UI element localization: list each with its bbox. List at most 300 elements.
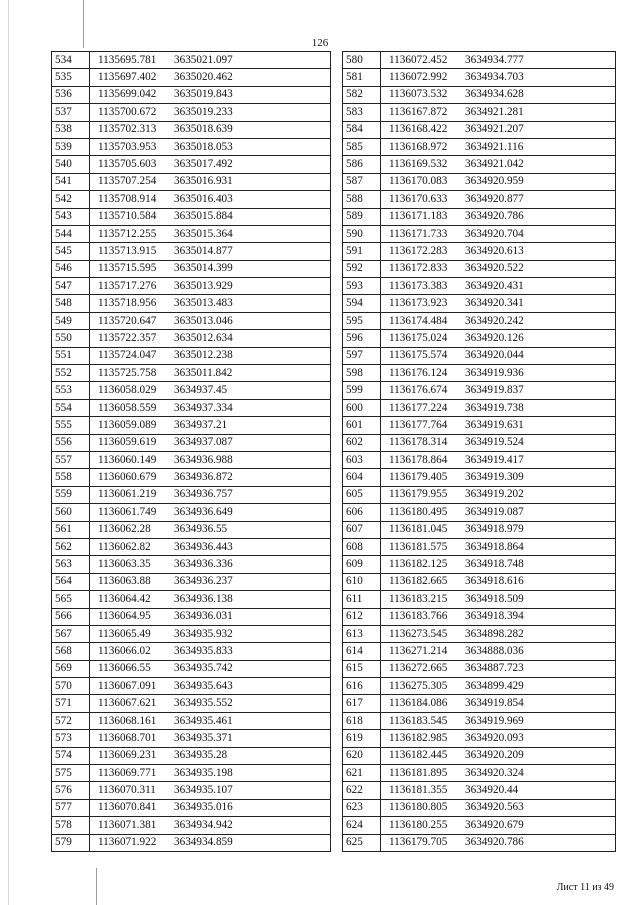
y-coordinate: 3635013.483	[174, 297, 233, 310]
table-row	[52, 104, 331, 121]
point-number-cell: 572	[52, 712, 90, 729]
table-row	[343, 504, 616, 521]
point-number-cell: 555	[52, 417, 90, 434]
point-number-cell: 542	[52, 191, 90, 208]
table-row	[52, 156, 331, 173]
x-coordinate: 1136062.82	[98, 540, 151, 553]
binding-margin-line-bottom	[96, 868, 97, 905]
table-row	[52, 730, 331, 747]
table-row	[343, 156, 616, 173]
x-coordinate: 1136072.452	[389, 53, 448, 66]
x-coordinate: 1136184.086	[389, 697, 448, 710]
point-number-cell: 534	[52, 52, 90, 69]
y-coordinate: 3635013.046	[174, 314, 233, 327]
point-number-cell: 624	[343, 817, 381, 834]
x-coordinate: 1136064.42	[98, 592, 151, 605]
point-number-cell: 618	[343, 712, 381, 729]
x-coordinate: 1136273.545	[389, 627, 448, 640]
y-coordinate: 3634919.936	[465, 366, 524, 379]
x-coordinate: 1135708.914	[98, 192, 157, 205]
coordinates-cell	[90, 591, 331, 608]
coordinates-cell	[90, 382, 331, 399]
table-row	[343, 138, 616, 155]
y-coordinate: 3634919.309	[465, 471, 524, 484]
coordinates-cell	[381, 504, 616, 521]
coordinates-cell	[90, 695, 331, 712]
coordinates-cell	[381, 591, 616, 608]
table-row	[343, 278, 616, 295]
table-row	[343, 399, 616, 416]
point-number-cell: 580	[343, 52, 381, 69]
coordinates-cell	[90, 521, 331, 538]
coordinates-cell	[381, 451, 616, 468]
y-coordinate: 3634934.628	[465, 88, 524, 101]
y-coordinate: 3635020.462	[174, 71, 233, 84]
point-number-cell: 606	[343, 504, 381, 521]
point-number-cell: 560	[52, 504, 90, 521]
point-number-cell: 578	[52, 817, 90, 834]
table-row	[52, 365, 331, 382]
point-number-cell: 576	[52, 782, 90, 799]
table-row	[52, 799, 331, 816]
coordinates-cell	[381, 260, 616, 277]
coordinates-cell	[381, 156, 616, 173]
y-coordinate: 3634935.371	[174, 731, 233, 744]
y-coordinate: 3634936.336	[174, 558, 233, 571]
coordinates-cell	[90, 765, 331, 782]
point-number-cell: 614	[343, 643, 381, 660]
x-coordinate: 1135710.584	[98, 210, 157, 223]
point-number-cell: 547	[52, 278, 90, 295]
coordinates-cell	[381, 469, 616, 486]
table-row	[343, 312, 616, 329]
x-coordinate: 1136060.149	[98, 453, 157, 466]
point-number-cell: 609	[343, 556, 381, 573]
y-coordinate: 3635011.842	[174, 366, 233, 379]
x-coordinate: 1136058.559	[98, 401, 157, 414]
table-row	[343, 347, 616, 364]
point-number-cell: 556	[52, 434, 90, 451]
x-coordinate: 1135725.758	[98, 366, 157, 379]
point-number-cell: 543	[52, 208, 90, 225]
y-coordinate: 3634919.969	[465, 714, 524, 727]
x-coordinate: 1136168.972	[389, 140, 448, 153]
y-coordinate: 3634920.093	[465, 731, 524, 744]
coordinates-cell	[90, 643, 331, 660]
coordinates-cell	[90, 225, 331, 242]
coordinates-cell	[90, 817, 331, 834]
point-number-cell: 590	[343, 225, 381, 242]
y-coordinate: 3635014.399	[174, 262, 233, 275]
coordinates-cell	[90, 347, 331, 364]
y-coordinate: 3634936.988	[174, 453, 233, 466]
y-coordinate: 3634936.872	[174, 471, 233, 484]
y-coordinate: 3634920.431	[465, 279, 524, 292]
point-number-cell: 554	[52, 399, 90, 416]
coordinates-cell	[90, 138, 331, 155]
coordinates-cell	[381, 86, 616, 103]
x-coordinate: 1136169.532	[389, 158, 448, 171]
point-number-cell: 577	[52, 799, 90, 816]
point-number-cell: 552	[52, 365, 90, 382]
x-coordinate: 1136069.231	[98, 749, 157, 762]
coordinates-cell	[90, 608, 331, 625]
y-coordinate: 3634918.394	[465, 610, 524, 623]
y-coordinate: 3634920.324	[465, 766, 524, 779]
x-coordinate: 1135717.276	[98, 279, 157, 292]
table-row	[52, 330, 331, 347]
table-row	[52, 86, 331, 103]
y-coordinate: 3634919.738	[465, 401, 524, 414]
x-coordinate: 1136272.665	[389, 662, 448, 675]
coordinates-cell	[381, 834, 616, 851]
table-row	[343, 121, 616, 138]
point-number-cell: 583	[343, 104, 381, 121]
table-row	[343, 799, 616, 816]
coordinates-cell	[90, 173, 331, 190]
coordinates-cell	[90, 69, 331, 86]
coordinates-cell	[381, 730, 616, 747]
x-coordinate: 1136073.532	[389, 88, 448, 101]
table-row	[52, 173, 331, 190]
coordinates-cell	[90, 121, 331, 138]
x-coordinate: 1136066.55	[98, 662, 151, 675]
point-number-cell: 607	[343, 521, 381, 538]
point-number-cell: 536	[52, 86, 90, 103]
table-row	[52, 138, 331, 155]
coordinates-cell	[381, 399, 616, 416]
point-number-cell: 541	[52, 173, 90, 190]
x-coordinate: 1136171.183	[389, 210, 448, 223]
x-coordinate: 1136180.255	[389, 818, 448, 831]
y-coordinate: 3634935.016	[174, 801, 233, 814]
table-row	[52, 52, 331, 69]
y-coordinate: 3634920.341	[465, 297, 524, 310]
point-number-cell: 569	[52, 660, 90, 677]
table-row	[52, 521, 331, 538]
table-row	[343, 591, 616, 608]
table-row	[52, 225, 331, 242]
left-edge-line	[8, 0, 9, 905]
point-number-cell: 584	[343, 121, 381, 138]
point-number-cell: 620	[343, 747, 381, 764]
y-coordinate: 3634887.723	[465, 662, 524, 675]
table-row	[52, 191, 331, 208]
table-row	[343, 817, 616, 834]
point-number-cell: 545	[52, 243, 90, 260]
coordinates-cell	[381, 52, 616, 69]
coordinates-cell	[90, 278, 331, 295]
coordinates-cell	[90, 434, 331, 451]
table-row	[343, 486, 616, 503]
coordinates-cell	[381, 121, 616, 138]
x-coordinate: 1136168.422	[389, 123, 448, 136]
coordinates-cell	[90, 678, 331, 695]
y-coordinate: 3634934.859	[174, 836, 233, 849]
coordinates-cell	[90, 156, 331, 173]
coordinates-cell	[381, 556, 616, 573]
point-number-cell: 558	[52, 469, 90, 486]
coordinates-cell	[381, 243, 616, 260]
y-coordinate: 3634918.748	[465, 558, 524, 571]
x-coordinate: 1136183.766	[389, 610, 448, 623]
point-number-cell: 535	[52, 69, 90, 86]
x-coordinate: 1135724.047	[98, 349, 157, 362]
y-coordinate: 3634935.107	[174, 784, 233, 797]
y-coordinate: 3634921.116	[465, 140, 524, 153]
x-coordinate: 1136170.083	[389, 175, 448, 188]
y-coordinate: 3635018.053	[174, 140, 233, 153]
x-coordinate: 1135720.647	[98, 314, 157, 327]
point-number-cell: 582	[343, 86, 381, 103]
point-number-cell: 564	[52, 573, 90, 590]
table-row	[343, 782, 616, 799]
x-coordinate: 1136181.355	[389, 784, 448, 797]
x-coordinate: 1135722.357	[98, 331, 157, 344]
point-number-cell: 608	[343, 538, 381, 555]
table-row	[343, 191, 616, 208]
table-row	[343, 556, 616, 573]
x-coordinate: 1136063.88	[98, 575, 151, 588]
x-coordinate: 1136181.575	[389, 540, 448, 553]
point-number-cell: 557	[52, 451, 90, 468]
x-coordinate: 1136275.305	[389, 679, 448, 692]
x-coordinate: 1136179.705	[389, 836, 448, 849]
x-coordinate: 1136180.495	[389, 505, 448, 518]
x-coordinate: 1136063.35	[98, 558, 151, 571]
y-coordinate: 3634935.461	[174, 714, 233, 727]
x-coordinate: 1136177.224	[389, 401, 448, 414]
coordinates-cell	[381, 417, 616, 434]
table-row	[343, 538, 616, 555]
table-row	[343, 730, 616, 747]
coordinates-cell	[90, 417, 331, 434]
y-coordinate: 3634920.959	[465, 175, 524, 188]
table-row	[52, 538, 331, 555]
coordinates-cell	[381, 347, 616, 364]
table-row	[52, 469, 331, 486]
point-number-cell: 591	[343, 243, 381, 260]
table-row	[52, 69, 331, 86]
table-row	[343, 625, 616, 642]
x-coordinate: 1136171.733	[389, 227, 448, 240]
y-coordinate: 3634920.704	[465, 227, 524, 240]
y-coordinate: 3634918.979	[465, 523, 524, 536]
x-coordinate: 1136058.029	[98, 384, 157, 397]
coordinates-cell	[381, 365, 616, 382]
x-coordinate: 1136071.381	[98, 818, 157, 831]
y-coordinate: 3634919.854	[465, 697, 524, 710]
point-number-cell: 598	[343, 365, 381, 382]
table-row	[343, 104, 616, 121]
y-coordinate: 3634936.138	[174, 592, 233, 605]
table-row	[343, 608, 616, 625]
x-coordinate: 1136177.764	[389, 418, 448, 431]
table-row	[343, 382, 616, 399]
y-coordinate: 3634936.031	[174, 610, 233, 623]
table-row	[52, 782, 331, 799]
y-coordinate: 3634936.649	[174, 505, 233, 518]
table-row	[52, 660, 331, 677]
y-coordinate: 3634937.21	[174, 418, 228, 431]
table-row	[52, 608, 331, 625]
coordinates-cell	[381, 765, 616, 782]
table-row	[343, 173, 616, 190]
x-coordinate: 1136183.215	[389, 592, 448, 605]
point-number-cell: 617	[343, 695, 381, 712]
coordinates-cell	[90, 260, 331, 277]
coordinates-cell	[90, 712, 331, 729]
coordinates-cell	[381, 817, 616, 834]
x-coordinate: 1136181.045	[389, 523, 448, 536]
table-row	[52, 747, 331, 764]
x-coordinate: 1136176.674	[389, 384, 448, 397]
sheet-footer: Лист 11 из 49	[556, 882, 614, 893]
coordinates-cell	[90, 365, 331, 382]
x-coordinate: 1135700.672	[98, 105, 157, 118]
point-number-cell: 622	[343, 782, 381, 799]
coordinates-cell	[90, 104, 331, 121]
point-number-cell: 546	[52, 260, 90, 277]
x-coordinate: 1136072.992	[389, 71, 448, 84]
table-row	[343, 86, 616, 103]
coordinates-cell	[90, 573, 331, 590]
x-coordinate: 1136066.02	[98, 644, 151, 657]
table-row	[343, 365, 616, 382]
table-row	[52, 504, 331, 521]
point-number-cell: 589	[343, 208, 381, 225]
point-number-cell: 597	[343, 347, 381, 364]
coordinates-cell	[90, 747, 331, 764]
x-coordinate: 1135715.595	[98, 262, 157, 275]
y-coordinate: 3634899.429	[465, 679, 524, 692]
table-row	[52, 243, 331, 260]
x-coordinate: 1135705.603	[98, 158, 157, 171]
point-number-cell: 549	[52, 312, 90, 329]
point-number-cell: 550	[52, 330, 90, 347]
y-coordinate: 3634920.679	[465, 818, 524, 831]
point-number-cell: 586	[343, 156, 381, 173]
y-coordinate: 3634918.509	[465, 592, 524, 605]
y-coordinate: 3634919.837	[465, 384, 524, 397]
point-number-cell: 548	[52, 295, 90, 312]
coordinates-cell	[381, 330, 616, 347]
y-coordinate: 3635021.097	[174, 53, 233, 66]
point-number-cell: 537	[52, 104, 90, 121]
coordinates-cell	[90, 312, 331, 329]
y-coordinate: 3634920.44	[465, 784, 519, 797]
x-coordinate: 1136179.405	[389, 471, 448, 484]
table-row	[343, 712, 616, 729]
x-coordinate: 1136059.619	[98, 436, 157, 449]
y-coordinate: 3634920.209	[465, 749, 524, 762]
y-coordinate: 3635014.877	[174, 244, 233, 257]
y-coordinate: 3634935.28	[174, 749, 228, 762]
point-number-cell: 619	[343, 730, 381, 747]
coordinates-cell	[90, 782, 331, 799]
x-coordinate: 1135702.313	[98, 123, 157, 136]
coordinates-cell	[90, 191, 331, 208]
y-coordinate: 3634935.198	[174, 766, 233, 779]
x-coordinate: 1136271.214	[389, 644, 448, 657]
coordinates-cell	[90, 86, 331, 103]
coordinates-cell	[381, 695, 616, 712]
table-row	[52, 399, 331, 416]
y-coordinate: 3634921.207	[465, 123, 524, 136]
table-row	[343, 451, 616, 468]
coordinates-cell	[381, 69, 616, 86]
table-row	[52, 817, 331, 834]
table-row	[52, 208, 331, 225]
table-row	[52, 312, 331, 329]
coordinates-cell	[381, 608, 616, 625]
table-row	[52, 451, 331, 468]
table-row	[52, 295, 331, 312]
point-number-cell: 571	[52, 695, 90, 712]
x-coordinate: 1136068.161	[98, 714, 157, 727]
x-coordinate: 1136175.574	[389, 349, 448, 362]
point-number-cell: 544	[52, 225, 90, 242]
point-number-cell: 539	[52, 138, 90, 155]
y-coordinate: 3635018.639	[174, 123, 233, 136]
coordinates-cell	[90, 469, 331, 486]
y-coordinate: 3634937.087	[174, 436, 233, 449]
y-coordinate: 3634935.932	[174, 627, 233, 640]
x-coordinate: 1136064.95	[98, 610, 151, 623]
x-coordinate: 1136183.545	[389, 714, 448, 727]
table-row	[52, 260, 331, 277]
y-coordinate: 3634919.087	[465, 505, 524, 518]
x-coordinate: 1136173.383	[389, 279, 448, 292]
coordinates-cell	[381, 191, 616, 208]
table-row	[52, 591, 331, 608]
point-number-cell: 599	[343, 382, 381, 399]
y-coordinate: 3634921.042	[465, 158, 524, 171]
y-coordinate: 3634920.786	[465, 210, 524, 223]
x-coordinate: 1136176.124	[389, 366, 448, 379]
point-number-cell: 593	[343, 278, 381, 295]
coordinates-cell	[381, 173, 616, 190]
point-number-cell: 600	[343, 399, 381, 416]
y-coordinate: 3634935.742	[174, 662, 233, 675]
x-coordinate: 1136178.314	[389, 436, 448, 449]
y-coordinate: 3634919.631	[465, 418, 524, 431]
x-coordinate: 1136182.665	[389, 575, 448, 588]
coordinates-cell	[381, 225, 616, 242]
y-coordinate: 3634936.237	[174, 575, 233, 588]
y-coordinate: 3635016.931	[174, 175, 233, 188]
coordinates-cell	[381, 799, 616, 816]
point-number-cell: 603	[343, 451, 381, 468]
y-coordinate: 3635015.364	[174, 227, 233, 240]
point-number-cell: 612	[343, 608, 381, 625]
y-coordinate: 3635019.233	[174, 105, 233, 118]
x-coordinate: 1136071.922	[98, 836, 157, 849]
point-number-cell: 567	[52, 625, 90, 642]
coordinates-table-left	[51, 51, 331, 852]
coordinates-cell	[381, 660, 616, 677]
point-number-cell: 621	[343, 765, 381, 782]
y-coordinate: 3634920.563	[465, 801, 524, 814]
x-coordinate: 1135703.953	[98, 140, 157, 153]
y-coordinate: 3634934.777	[465, 53, 524, 66]
point-number-cell: 565	[52, 591, 90, 608]
x-coordinate: 1136180.805	[389, 801, 448, 814]
x-coordinate: 1136172.283	[389, 244, 448, 257]
table-row	[343, 260, 616, 277]
coordinates-cell	[381, 382, 616, 399]
y-coordinate: 3634934.942	[174, 818, 233, 831]
